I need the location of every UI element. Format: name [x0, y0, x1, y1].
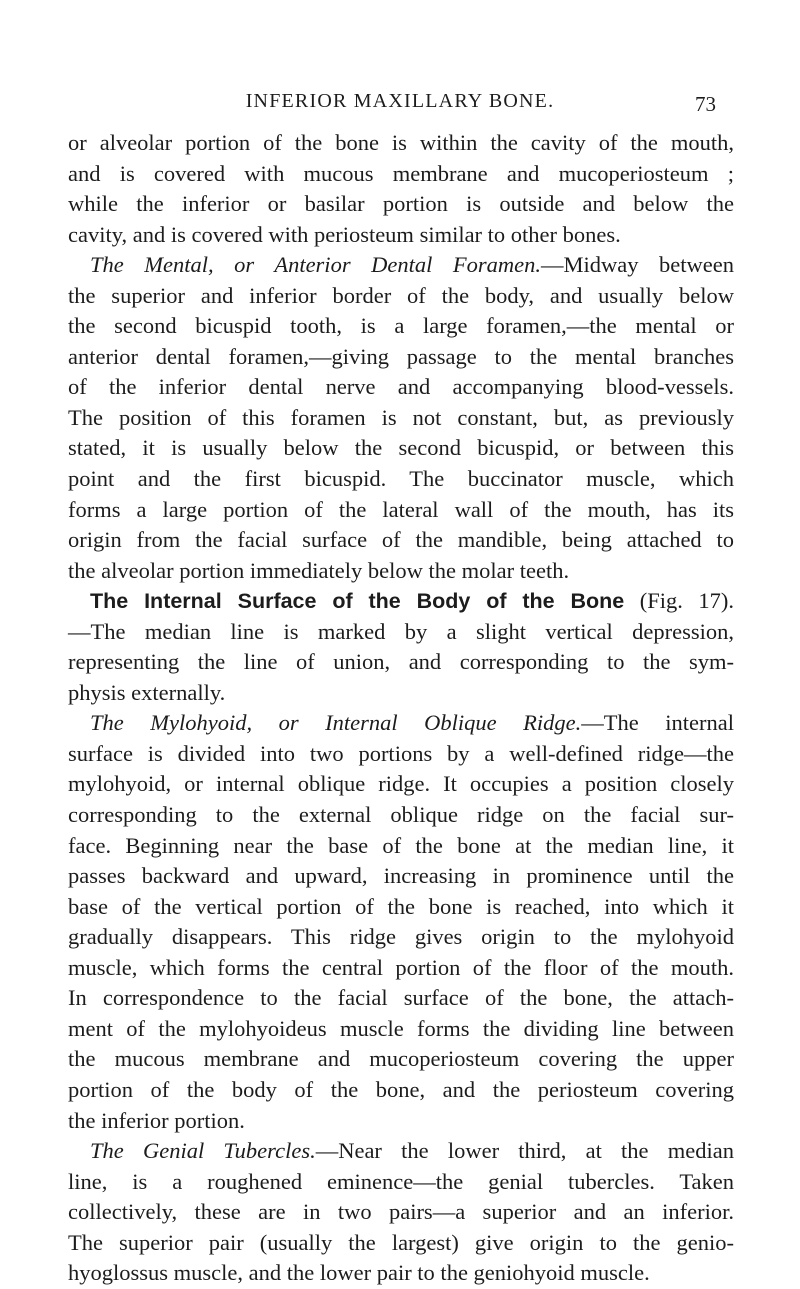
body-text — [68, 128, 734, 1289]
text-line: mylohyoid, or internal oblique ridge. It occupies a position closely — [68, 771, 734, 797]
text-run: (Fig. 17). — [624, 588, 735, 614]
subsection-line-mental-foramen — [68, 250, 734, 281]
text-line: surface is divided into two portions by a well-defined ridge—the — [68, 740, 734, 766]
text-line: the mucous membrane and mucoperiosteum covering the upper — [68, 1046, 734, 1072]
text-line: or alveolar portion of the bone is within the cavity of the mouth, — [68, 130, 734, 155]
subsection-title-mylohyoid-ridge: The Mylohyoid, or Internal Oblique Ridge. — [90, 710, 582, 736]
subsection-title-mental-foramen: The Mental, or Anterior Dental Foramen. — [90, 252, 541, 278]
text-line: portion of the body of the bone, and the periosteum covering — [68, 1076, 734, 1102]
text-line: origin from the facial surface of the mandible, being attached to — [68, 527, 734, 553]
text-line: hyoglossus muscle, and the lower pair to the geniohyoid muscle. — [68, 1260, 650, 1286]
text-line: point and the first bicuspid. The buccinator muscle, which — [68, 466, 734, 492]
text-line: anterior dental foramen,—giving passage to the mental branches — [68, 343, 734, 369]
running-title: INFERIOR MAXILLARY BONE. — [245, 90, 555, 112]
text-line: of the inferior dental nerve and accompanying blood-vessels. — [68, 374, 734, 400]
section-line-internal-surface — [68, 586, 734, 617]
page-number: 73 — [695, 92, 716, 116]
running-head — [0, 86, 800, 120]
text-line: stated, it is usually below the second bicuspid, or between this — [68, 435, 734, 461]
text-line: the superior and inferior border of the body, and usually below — [68, 282, 734, 308]
text-line: the second bicuspid tooth, is a large foramen,—the mental or — [68, 313, 734, 339]
subsection-line-genial-tubercles — [68, 1136, 734, 1167]
text-line: muscle, which forms the central portion of the floor of the mouth. — [68, 954, 734, 980]
text-line: base of the vertical portion of the bone is reached, into which it — [68, 893, 734, 919]
text-line: line, is a roughened eminence—the genial tubercles. Taken — [68, 1168, 734, 1194]
text-run: —Midway between — [541, 252, 734, 278]
text-line: ment of the mylohyoideus muscle forms the dividing line between — [68, 1015, 734, 1041]
section-heading-internal-surface: The Internal Surface of the Body of the Bone — [90, 589, 625, 614]
text-line: the alveolar portion immediately below the molar teeth. — [68, 557, 570, 583]
text-line: The position of this foramen is not constant, but, as previously — [68, 404, 734, 430]
text-line: while the inferior or basilar portion is outside and below the — [68, 191, 734, 217]
text-line: physis externally. — [68, 679, 226, 705]
text-run: —Near the lower third, at the median — [315, 1138, 734, 1164]
text-line: representing the line of union, and corresponding to the sym- — [68, 649, 734, 675]
text-line: the inferior portion. — [68, 1107, 245, 1133]
text-line: collectively, these are in two pairs—a superior and an inferior. — [68, 1199, 734, 1225]
text-line: In correspondence to the facial surface of the bone, the attach- — [68, 985, 734, 1011]
text-line: forms a large portion of the lateral wall of the mouth, has its — [68, 496, 734, 522]
text-line: gradually disappears. This ridge gives origin to the mylohyoid — [68, 924, 734, 950]
subsection-title-genial-tubercles: The Genial Tubercles. — [90, 1138, 316, 1164]
text-line: passes backward and upward, increasing in prominence until the — [68, 863, 734, 889]
text-line: face. Beginning near the base of the bone at the median line, it — [68, 832, 734, 858]
text-line: and is covered with mucous membrane and mucoperiosteum ; — [68, 160, 734, 186]
text-line: The superior pair (usually the largest) give origin to the genio- — [68, 1229, 734, 1255]
text-run: —The internal — [581, 710, 734, 736]
text-line: —The median line is marked by a slight vertical depression, — [68, 618, 734, 644]
text-line: corresponding to the external oblique ridge on the facial sur- — [68, 802, 734, 828]
subsection-line-mylohyoid-ridge — [68, 708, 734, 739]
text-line: cavity, and is covered with periosteum similar to other bones. — [68, 221, 621, 247]
